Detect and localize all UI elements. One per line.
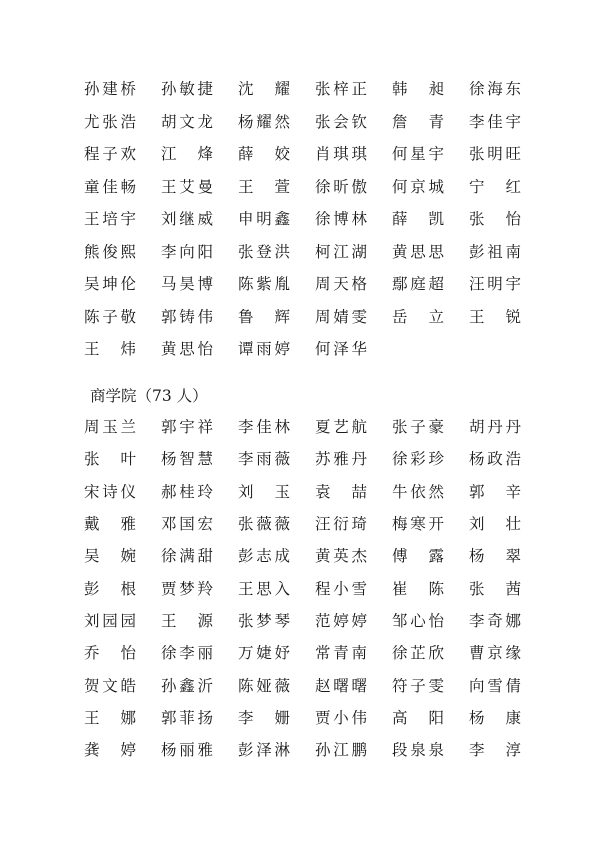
name-entry: 何泽华 (315, 340, 367, 359)
name-entry: 何京城 (392, 177, 444, 196)
name-entry: 傅 露 (392, 547, 444, 566)
name-entry: 熊俊熙 (84, 242, 136, 261)
name-entry: 邹心怡 (392, 611, 444, 630)
name-entry: 张 叶 (84, 450, 136, 469)
name-entry: 沈 耀 (238, 80, 290, 99)
name-entry: 杨 康 (469, 708, 521, 727)
name-entry: 吴坤伦 (84, 275, 136, 294)
name-entry: 李雨薇 (238, 450, 290, 469)
name-entry: 孙建桥 (84, 80, 136, 99)
name-entry: 张梦琴 (238, 611, 290, 630)
name-row (84, 571, 554, 603)
name-row (84, 300, 554, 333)
name-entry: 刘园园 (84, 611, 136, 630)
name-row (84, 410, 554, 442)
name-entry: 乔 怡 (84, 644, 136, 663)
name-row (84, 137, 554, 170)
name-entry: 程子欢 (84, 145, 136, 164)
name-entry: 范婷婷 (315, 611, 367, 630)
name-row (84, 701, 554, 733)
name-entry: 黄英杰 (315, 547, 367, 566)
name-entry: 王 源 (161, 611, 213, 630)
name-entry: 徐彩珍 (392, 450, 444, 469)
name-entry: 李奇娜 (469, 611, 521, 630)
name-entry: 张子豪 (392, 418, 444, 437)
name-entry: 汪衍琦 (315, 515, 367, 534)
name-entry: 郝桂玲 (161, 482, 213, 501)
name-entry: 江 烽 (161, 145, 213, 164)
name-entry: 孙鑫沂 (161, 676, 213, 695)
name-entry: 赵曙曙 (315, 676, 367, 695)
name-entry: 马昊博 (161, 275, 213, 294)
name-row (84, 604, 554, 636)
name-entry: 曹京缘 (469, 644, 521, 663)
name-entry: 申明鑫 (238, 210, 290, 229)
name-entry: 陈紫胤 (238, 275, 290, 294)
name-row (84, 442, 554, 474)
name-entry: 袁 喆 (315, 482, 367, 501)
name-entry: 彭祖南 (469, 242, 521, 261)
name-row (84, 539, 554, 571)
name-entry: 鄢庭超 (392, 275, 444, 294)
name-entry: 吴 婉 (84, 547, 136, 566)
name-entry: 鲁 辉 (238, 307, 290, 326)
name-entry: 李佳宇 (469, 112, 521, 131)
name-entry: 何星宇 (392, 145, 444, 164)
name-entry: 李 淳 (469, 741, 521, 760)
name-entry: 徐博林 (315, 210, 367, 229)
name-entry: 苏雅丹 (315, 450, 367, 469)
name-entry: 张登洪 (238, 242, 290, 261)
name-entry: 王培宇 (84, 210, 136, 229)
name-entry: 张会钦 (315, 112, 367, 131)
name-entry: 黄思怡 (161, 340, 213, 359)
name-entry: 崔 陈 (392, 579, 444, 598)
name-list-section-one (84, 72, 554, 365)
name-entry: 周天格 (315, 275, 367, 294)
name-entry: 薛 姣 (238, 145, 290, 164)
name-entry: 郭 辛 (469, 482, 521, 501)
name-entry: 王 萱 (238, 177, 290, 196)
name-entry: 张 茜 (469, 579, 521, 598)
name-entry: 杨智慧 (161, 450, 213, 469)
name-entry: 王思入 (238, 579, 290, 598)
name-entry: 贺文皓 (84, 676, 136, 695)
name-entry: 龚 婷 (84, 741, 136, 760)
name-entry: 宁 红 (469, 177, 521, 196)
name-entry: 段泉泉 (392, 741, 444, 760)
name-entry: 宋诗仪 (84, 482, 136, 501)
name-row (84, 668, 554, 700)
name-entry: 韩 昶 (392, 80, 444, 99)
name-entry: 周玉兰 (84, 418, 136, 437)
name-row (84, 72, 554, 105)
name-entry: 彭泽淋 (238, 741, 290, 760)
name-entry: 高 阳 (392, 708, 444, 727)
name-entry: 黄思思 (392, 242, 444, 261)
name-entry: 王 锐 (469, 307, 521, 326)
name-row (84, 636, 554, 668)
name-entry: 李向阳 (161, 242, 213, 261)
name-entry: 杨政浩 (469, 450, 521, 469)
name-entry: 柯江湖 (315, 242, 367, 261)
name-entry: 邓国宏 (161, 515, 213, 534)
name-entry: 杨丽雅 (161, 741, 213, 760)
name-entry: 杨 翠 (469, 547, 521, 566)
name-entry: 彭志成 (238, 547, 290, 566)
name-entry: 胡丹丹 (469, 418, 521, 437)
name-entry: 肖琪琪 (315, 145, 367, 164)
name-entry: 张明旺 (469, 145, 521, 164)
name-entry: 郭菲扬 (161, 708, 213, 727)
name-entry: 陈娅薇 (238, 676, 290, 695)
name-entry: 程小雪 (315, 579, 367, 598)
name-entry: 刘 玉 (238, 482, 290, 501)
name-entry: 薛 凯 (392, 210, 444, 229)
name-entry: 万婕妤 (238, 644, 290, 663)
name-entry: 戴 雅 (84, 515, 136, 534)
name-row (84, 170, 554, 203)
name-entry: 王 娜 (84, 708, 136, 727)
name-entry: 张梓正 (315, 80, 367, 99)
name-entry: 牛依然 (392, 482, 444, 501)
name-entry: 李佳林 (238, 418, 290, 437)
name-entry: 詹 青 (392, 112, 444, 131)
name-entry: 徐李丽 (161, 644, 213, 663)
name-entry: 彭 根 (84, 579, 136, 598)
name-entry: 郭铸伟 (161, 307, 213, 326)
name-entry: 谭雨婷 (238, 340, 290, 359)
name-entry: 夏艺航 (315, 418, 367, 437)
name-entry: 常青南 (315, 644, 367, 663)
name-entry: 贾梦羚 (161, 579, 213, 598)
name-row (84, 267, 554, 300)
name-entry: 杨耀然 (238, 112, 290, 131)
name-row (84, 332, 554, 365)
name-entry: 符子雯 (392, 676, 444, 695)
name-entry: 徐芷欣 (392, 644, 444, 663)
name-entry: 汪明宇 (469, 275, 521, 294)
name-entry: 孙敏捷 (161, 80, 213, 99)
name-entry: 贾小伟 (315, 708, 367, 727)
name-entry: 梅寒开 (392, 515, 444, 534)
name-entry: 尤张浩 (84, 112, 136, 131)
name-entry: 胡文龙 (161, 112, 213, 131)
name-entry: 童佳畅 (84, 177, 136, 196)
name-row (84, 105, 554, 138)
name-list-section-two (84, 410, 554, 765)
name-entry: 张薇薇 (238, 515, 290, 534)
name-entry: 刘继威 (161, 210, 213, 229)
name-entry: 向雪倩 (469, 676, 521, 695)
name-row (84, 235, 554, 268)
name-row (84, 475, 554, 507)
name-entry: 周婧雯 (315, 307, 367, 326)
name-entry: 陈子敬 (84, 307, 136, 326)
name-row (84, 733, 554, 765)
name-entry: 徐满甜 (161, 547, 213, 566)
name-entry: 刘 壮 (469, 515, 521, 534)
name-entry: 岳 立 (392, 307, 444, 326)
section-heading: 商学院（73 人） (90, 387, 208, 405)
name-entry: 徐海东 (469, 80, 521, 99)
name-entry: 李 姗 (238, 708, 290, 727)
name-row (84, 202, 554, 235)
name-entry: 王 炜 (84, 340, 136, 359)
name-entry: 郭宇祥 (161, 418, 213, 437)
name-row (84, 507, 554, 539)
name-entry: 王艾曼 (161, 177, 213, 196)
name-entry: 张 怡 (469, 210, 521, 229)
name-entry: 徐昕傲 (315, 177, 367, 196)
name-entry: 孙江鹏 (315, 741, 367, 760)
